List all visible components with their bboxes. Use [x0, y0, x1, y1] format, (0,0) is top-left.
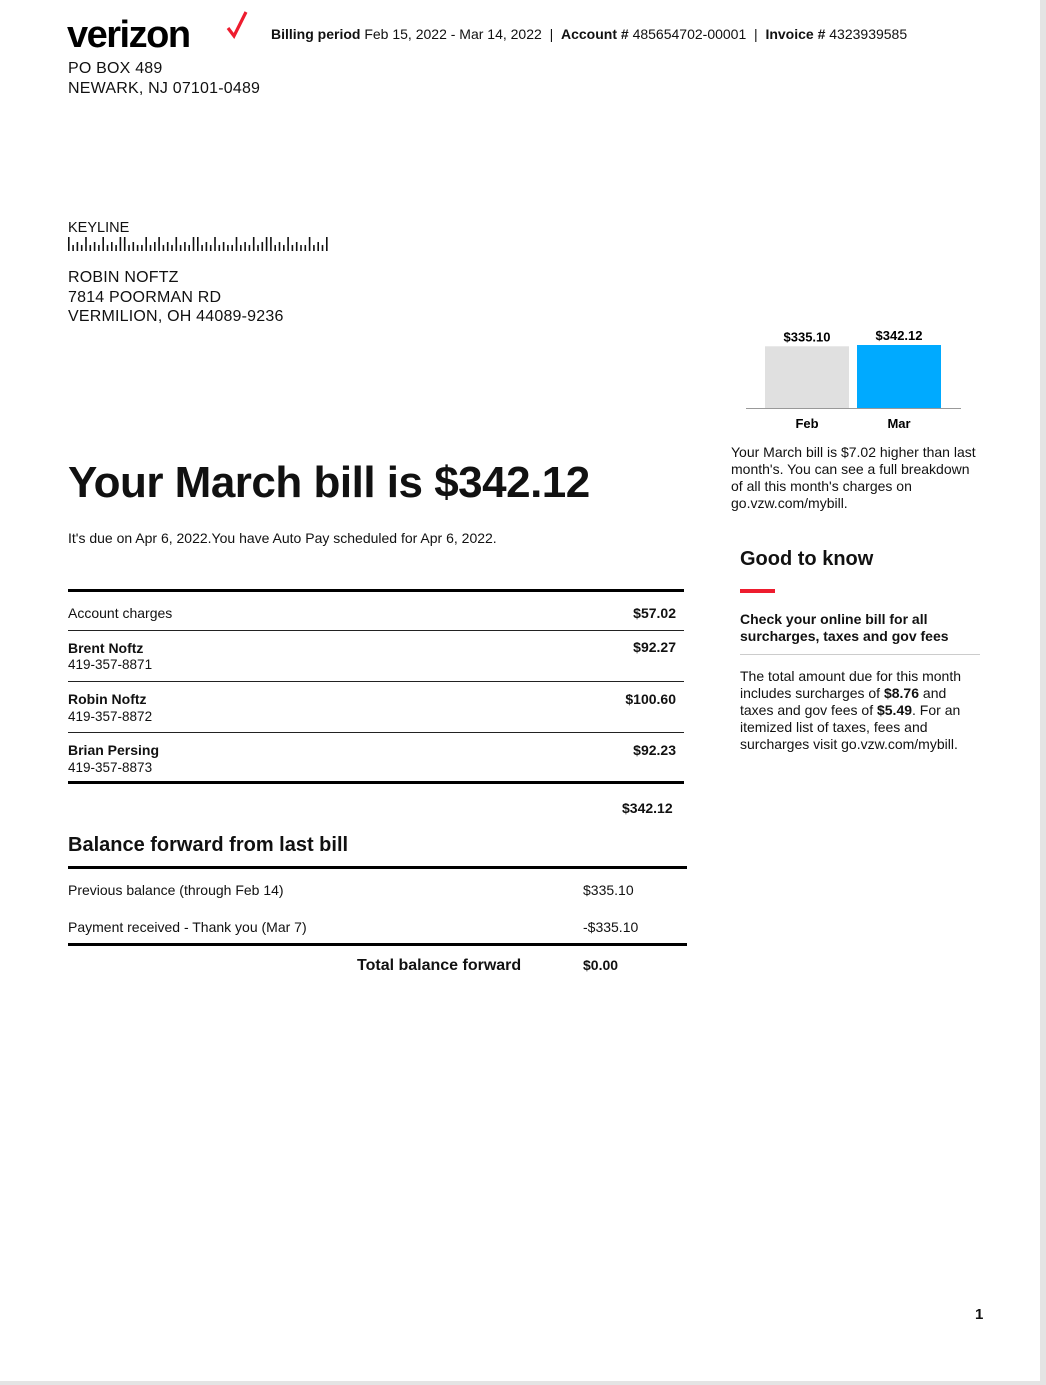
checkmark-icon	[226, 10, 248, 40]
table-rule	[68, 943, 687, 946]
surcharges-amount: $8.76	[883, 685, 920, 701]
bar-feb	[765, 346, 849, 408]
recipient-city: VERMILION, OH 44089-9236	[68, 308, 284, 325]
barcode-bar	[300, 245, 302, 251]
barcode-bar	[305, 245, 307, 251]
category-label: Mar	[887, 416, 911, 431]
barcode-bar	[266, 237, 268, 251]
barcode-bar	[292, 245, 294, 251]
barcode-bar	[231, 245, 233, 251]
barcode-bar	[137, 245, 139, 251]
bar-value-label: $342.12	[875, 328, 923, 343]
barcode-bar	[176, 237, 178, 251]
bill-comparison-chart	[744, 322, 964, 434]
barcode-bar	[240, 245, 242, 251]
table-row	[68, 682, 684, 733]
charge-amount: $57.02	[633, 605, 676, 621]
recipient-address	[68, 268, 284, 327]
separator: |	[545, 26, 558, 42]
keyline-label: KEYLINE	[68, 220, 130, 236]
barcode-bar	[111, 242, 113, 251]
body-text: . For an itemized list of taxes, fees and surcharges visit go.vzw.com/mybill.	[740, 702, 961, 752]
barcode-bar	[167, 242, 169, 251]
category-label: Feb	[795, 416, 819, 431]
barcode-bar	[163, 245, 165, 251]
charges-table	[68, 589, 684, 784]
barcode-bar	[154, 242, 156, 251]
billing-header	[271, 26, 907, 42]
line-owner-name: Robin Noftz	[68, 691, 147, 707]
barcode-bar	[296, 242, 298, 251]
due-date-text: It's due on Apr 6, 2022.You have Auto Pay scheduled for Apr 6, 2022.	[68, 530, 497, 546]
barcode-bar	[322, 245, 324, 251]
line-phone-number: 419-357-8872	[68, 709, 153, 724]
barcode-bar	[72, 245, 74, 251]
separator: |	[750, 26, 762, 42]
balance-value: $335.10	[583, 882, 634, 898]
recipient-street: 7814 POORMAN RD	[68, 288, 222, 306]
barcode-bar	[150, 245, 152, 251]
return-address	[68, 59, 260, 98]
barcode-bar	[210, 245, 212, 251]
good-to-know-body	[740, 668, 980, 753]
charge-name: Account charges	[68, 605, 173, 621]
barcode-bar	[98, 245, 100, 251]
barcode-bar	[120, 237, 122, 251]
table-rule	[68, 781, 684, 784]
barcode-bar	[184, 242, 186, 251]
bar-mar	[857, 345, 941, 408]
return-address-line2: NEWARK, NJ 07101-0489	[68, 79, 261, 97]
barcode-bar	[317, 242, 319, 251]
barcode-bar	[128, 245, 130, 251]
invoice-label: Invoice #	[765, 26, 826, 42]
barcode-bar	[180, 245, 182, 251]
barcode-bar	[279, 242, 281, 251]
barcode-bar	[249, 245, 251, 251]
table-row	[68, 733, 684, 781]
account-number: 485654702-00001	[632, 26, 747, 42]
return-address-line1: PO BOX 489	[68, 60, 163, 77]
barcode-bar	[85, 237, 87, 251]
barcode-bar	[77, 242, 79, 251]
barcode-bar	[68, 237, 70, 251]
balance-value: -$335.10	[583, 919, 639, 935]
barcode-bar	[90, 245, 92, 251]
invoice-number: 4323939585	[829, 26, 908, 42]
barcode-bar	[253, 237, 255, 251]
taxes-amount: $5.49	[876, 702, 913, 718]
table-row	[68, 869, 687, 906]
recipient-name: ROBIN NOFTZ	[68, 269, 179, 286]
bill-amount-headline: Your March bill is $342.12	[68, 458, 590, 507]
barcode-bar	[214, 237, 216, 251]
barcode-bar	[193, 237, 195, 251]
barcode-bar	[201, 245, 203, 251]
balance-forward-title: Balance forward from last bill	[68, 834, 349, 856]
balance-table	[68, 866, 687, 946]
billing-period-label: Billing period	[271, 26, 361, 42]
barcode-bar	[188, 245, 190, 251]
barcode-bar	[287, 237, 289, 251]
bar-value-label: $335.10	[783, 329, 831, 345]
charge-amount: $92.27	[633, 639, 676, 655]
line-phone-number: 419-357-8871	[68, 657, 153, 672]
body-text: The total amount due for this month includes surcharges of	[740, 668, 962, 701]
total-balance-value: $0.00	[583, 957, 619, 973]
good-to-know-title: Good to know	[740, 548, 874, 570]
barcode-bar	[94, 242, 96, 251]
barcode-bar	[262, 242, 264, 251]
line-phone-number: 419-357-8873	[68, 760, 153, 775]
barcode-bar	[124, 237, 126, 251]
barcode-bar	[236, 237, 238, 251]
billing-period-value: Feb 15, 2022 - Mar 14, 2022	[364, 26, 542, 42]
barcode-bar	[145, 237, 147, 251]
table-row	[68, 906, 687, 943]
page-number: 1	[975, 1306, 984, 1323]
table-row	[68, 592, 684, 631]
page-edge-bottom	[0, 1381, 1046, 1385]
barcode-bar	[244, 242, 246, 251]
verizon-logo: verizon	[67, 14, 190, 56]
barcode-bar	[133, 242, 135, 251]
table-row	[68, 631, 684, 682]
barcode-bar	[171, 245, 173, 251]
divider	[740, 654, 980, 655]
page-edge-right	[1040, 0, 1046, 1385]
accent-rule	[740, 589, 775, 593]
barcode-bar	[257, 245, 259, 251]
barcode-bar	[274, 245, 276, 251]
postal-barcode	[68, 237, 334, 251]
line-owner-name: Brian Persing	[68, 742, 160, 758]
barcode-bar	[81, 245, 83, 251]
total-balance-label: Total balance forward	[357, 957, 522, 974]
body-text: and taxes and gov fees of	[740, 685, 947, 718]
line-owner-name: Brent Noftz	[68, 640, 144, 656]
barcode-bar	[326, 237, 328, 251]
barcode-bar	[107, 245, 109, 251]
barcode-bar	[227, 245, 229, 251]
barcode-bar	[206, 242, 208, 251]
barcode-bar	[197, 237, 199, 251]
good-to-know-headline: Check your online bill for all surcharges, taxes and gov fees	[740, 611, 949, 644]
barcode-bar	[102, 237, 104, 251]
charge-amount: $92.23	[633, 742, 676, 758]
balance-label: Payment received - Thank you (Mar 7)	[68, 919, 307, 935]
barcode-bar	[270, 237, 272, 251]
barcode-bar	[309, 237, 311, 251]
barcode-bar	[223, 242, 225, 251]
charges-total: $342.12	[622, 800, 673, 816]
barcode-bar	[158, 237, 160, 251]
balance-label: Previous balance (through Feb 14)	[68, 882, 284, 898]
chart-note: Your March bill is $7.02 higher than last month's. You can see a full breakdown of all this month's charges on go.vzw.com/mybill.	[731, 444, 976, 511]
barcode-bar	[141, 245, 143, 251]
barcode-bar	[219, 245, 221, 251]
barcode-bar	[313, 245, 315, 251]
barcode-bar	[283, 245, 285, 251]
barcode-bar	[115, 245, 117, 251]
charge-amount: $100.60	[625, 691, 676, 707]
account-label: Account #	[561, 26, 629, 42]
